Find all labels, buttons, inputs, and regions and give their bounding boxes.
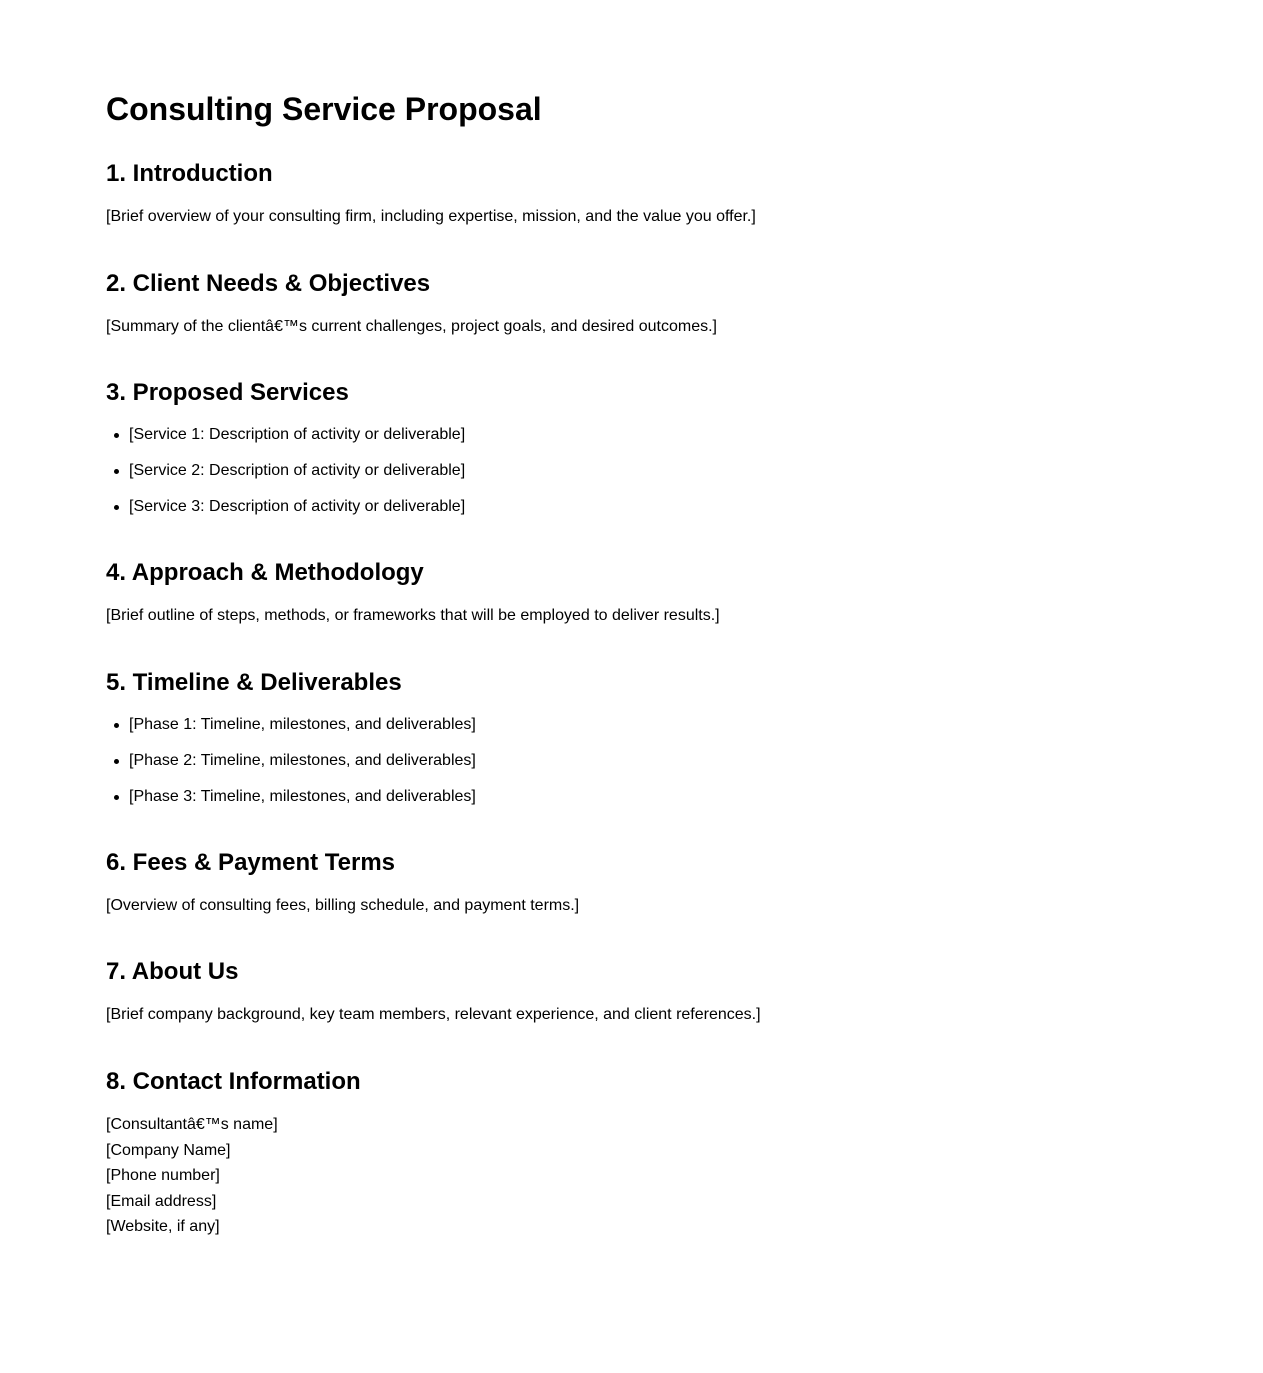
bullet-icon — [114, 469, 119, 474]
list-item — [106, 751, 476, 787]
bullet-icon — [114, 433, 119, 438]
section-heading: 4. Approach & Methodology — [106, 559, 424, 586]
section-body: [Brief company background, key team members, relevant experience, and client references.] — [106, 1006, 761, 1023]
section-heading: 8. Contact Information — [106, 1068, 361, 1095]
section-approach — [106, 558, 720, 624]
section-body: [Brief overview of your consulting firm, including expertise, mission, and the value you offer.] — [106, 208, 756, 225]
phases-list — [106, 715, 476, 823]
section-introduction — [106, 159, 756, 225]
section-heading: 2. Client Needs & Objectives — [106, 270, 431, 297]
bullet-icon — [114, 759, 119, 764]
bullet-icon — [114, 723, 119, 728]
list-item-text: [Phase 2: Timeline, milestones, and deliverables] — [129, 752, 476, 769]
list-item — [106, 715, 476, 751]
contact-website: [Website, if any] — [106, 1218, 220, 1235]
list-item — [106, 497, 465, 533]
section-about-us — [106, 957, 761, 1023]
section-heading: 7. About Us — [106, 958, 239, 985]
list-item-text: [Service 1: Description of activity or deliverable] — [129, 426, 466, 443]
list-item-text: [Service 3: Description of activity or deliverable] — [129, 498, 466, 515]
section-contact — [106, 1067, 361, 1235]
section-body: [Summary of the clientâ€™s current challenges, project goals, and desired outcomes.] — [106, 318, 717, 335]
section-body: [Brief outline of steps, methods, or frameworks that will be employed to deliver results.] — [106, 607, 720, 624]
contact-phone: [Phone number] — [106, 1167, 220, 1184]
contact-name: [Consultantâ€™s name] — [106, 1116, 278, 1133]
section-heading: 3. Proposed Services — [106, 379, 349, 406]
list-item-text: [Phase 1: Timeline, milestones, and deliverables] — [129, 716, 476, 733]
list-item-text: [Phase 3: Timeline, milestones, and deliverables] — [129, 788, 476, 805]
section-heading: 5. Timeline & Deliverables — [106, 669, 402, 696]
section-client-needs — [106, 269, 717, 335]
list-item — [106, 461, 465, 497]
section-body: [Overview of consulting fees, billing schedule, and payment terms.] — [106, 897, 580, 914]
services-list — [106, 425, 465, 533]
contact-details — [106, 1112, 278, 1240]
list-item — [106, 787, 476, 823]
section-heading: 6. Fees & Payment Terms — [106, 849, 396, 876]
section-fees — [106, 848, 580, 914]
contact-email: [Email address] — [106, 1192, 217, 1210]
section-timeline — [106, 668, 476, 805]
section-proposed-services — [106, 378, 466, 515]
bullet-icon — [114, 795, 119, 800]
document-title: Consulting Service Proposal — [106, 91, 542, 127]
list-item-text: [Service 2: Description of activity or deliverable] — [129, 462, 466, 479]
contact-company: [Company Name] — [106, 1141, 231, 1159]
bullet-icon — [114, 505, 119, 510]
list-item — [106, 425, 465, 461]
section-heading: 1. Introduction — [106, 160, 273, 187]
